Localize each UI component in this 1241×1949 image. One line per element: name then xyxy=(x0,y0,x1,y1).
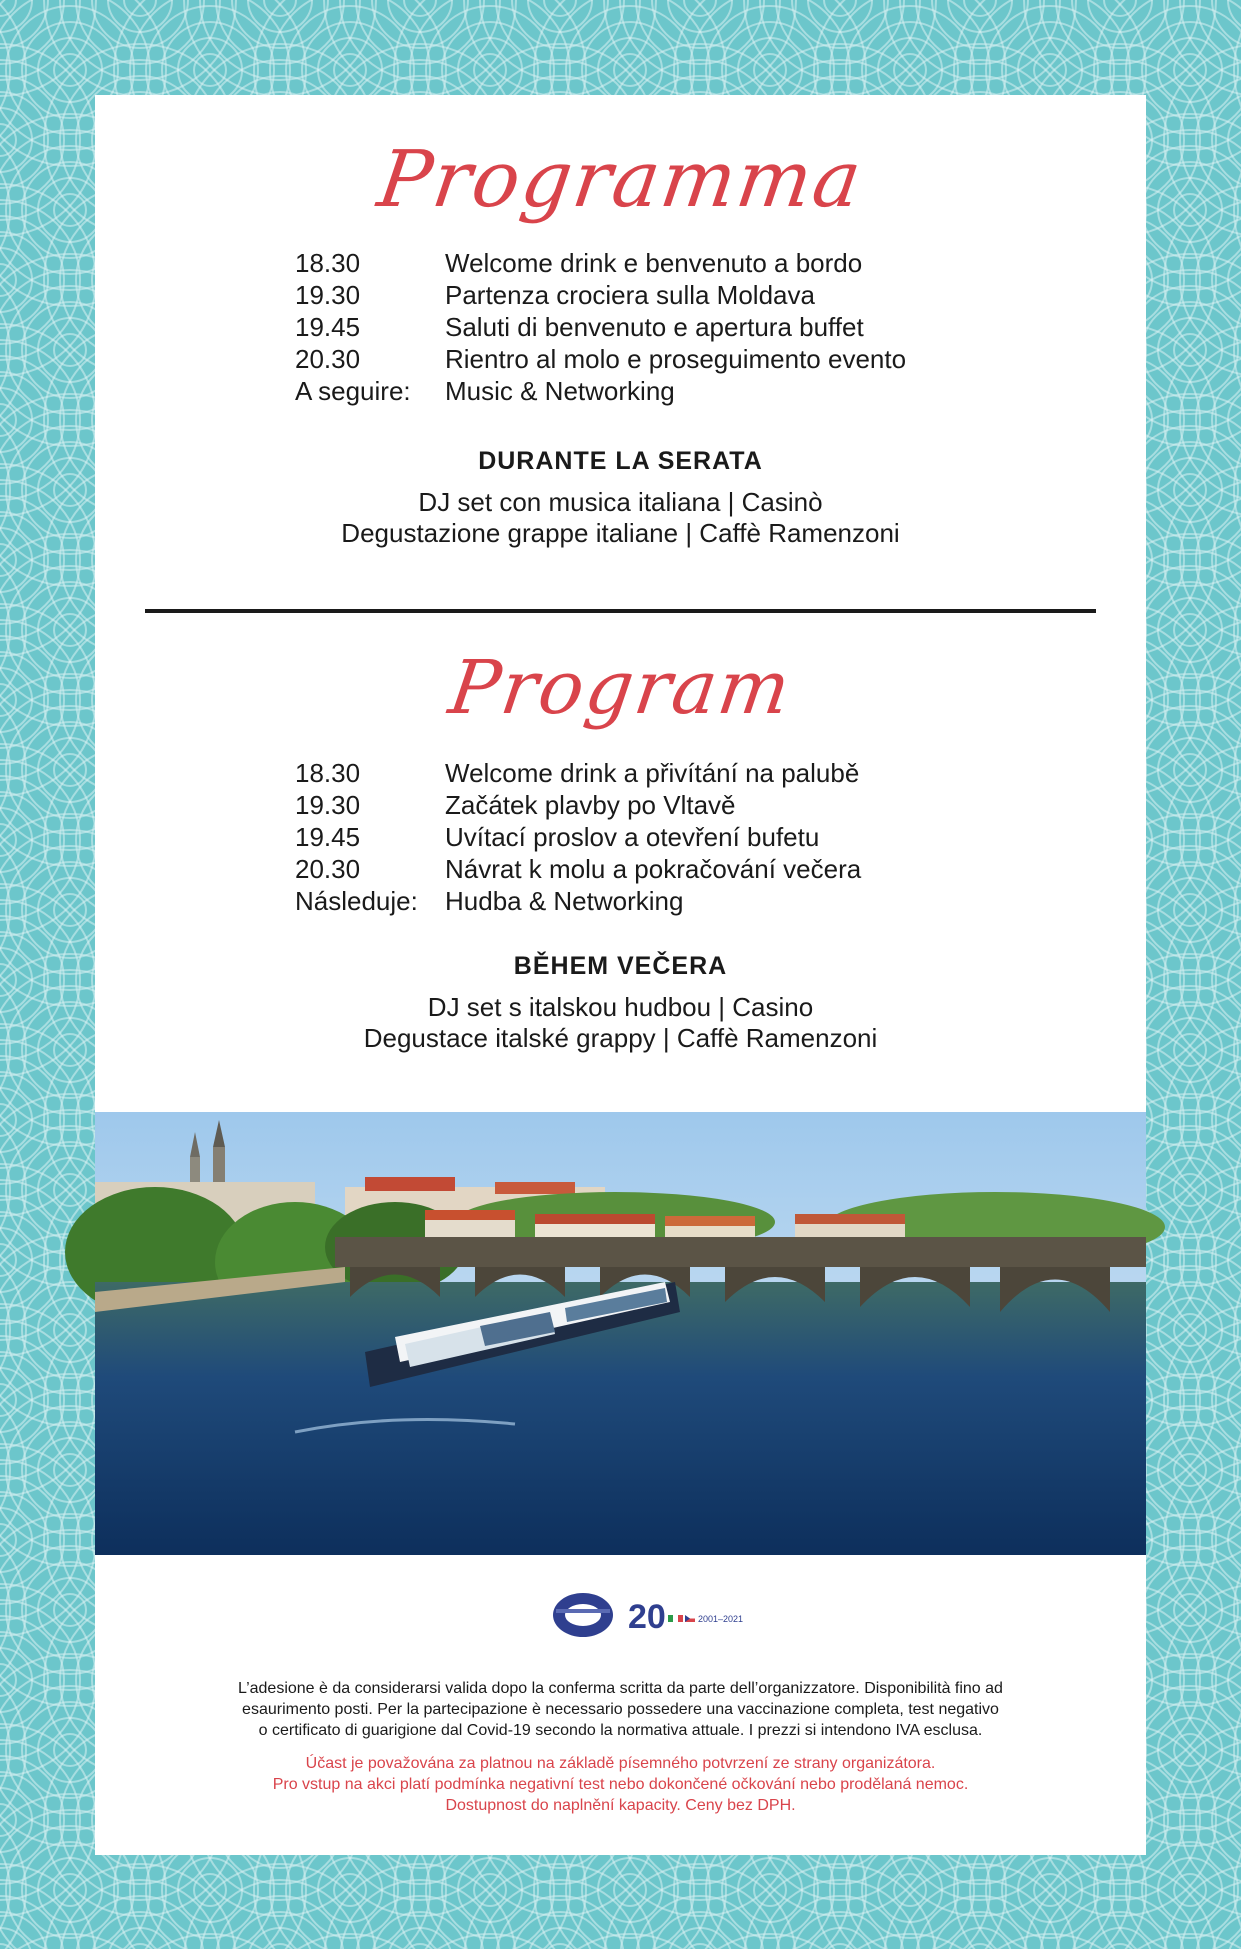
schedule-row xyxy=(295,343,1055,375)
disclaimer-line: o certificato di guarigione dal Covid-19 secondo la normativa attuale. I prezzi si intendono IVA esclusa. xyxy=(258,1722,983,1739)
czech-evening-activities xyxy=(95,992,1146,1054)
czech-disclaimer xyxy=(140,1753,1101,1816)
disclaimer-line: Pro vstup na akci platí podmínka negativní test nebo dokončené očkování nebo prodělaná nemoc. xyxy=(272,1776,969,1793)
schedule-row xyxy=(295,853,1055,885)
activity-line: DJ set con musica italiana | Casinò xyxy=(418,487,823,517)
schedule-row xyxy=(295,885,1055,917)
italian-schedule xyxy=(295,247,1055,407)
schedule-description: Partenza crociera sulla Moldava xyxy=(445,280,815,310)
schedule-time: 18.30 xyxy=(295,758,361,788)
arena-icon xyxy=(553,1593,613,1637)
schedule-row xyxy=(295,311,1055,343)
activity-line: DJ set s italskou hudbou | Casino xyxy=(427,992,814,1022)
schedule-time: A seguire: xyxy=(295,376,411,406)
schedule-time: 19.45 xyxy=(295,822,361,852)
schedule-description: Uvítací proslov a otevření bufetu xyxy=(445,822,820,852)
program-card xyxy=(95,95,1146,1855)
schedule-description: Music & Networking xyxy=(445,376,675,406)
italian-disclaimer xyxy=(140,1678,1101,1741)
schedule-description: Začátek plavby po Vltavě xyxy=(445,790,736,820)
schedule-row xyxy=(295,375,1055,407)
schedule-row xyxy=(295,279,1055,311)
schedule-row xyxy=(295,789,1055,821)
czech-program-title: Program xyxy=(444,645,797,731)
schedule-time: 20.30 xyxy=(295,854,361,884)
schedule-time: 19.30 xyxy=(295,790,361,820)
schedule-description: Návrat k molu a pokračování večera xyxy=(445,854,862,884)
anniversary-years: 2001–2021 xyxy=(698,1614,744,1624)
schedule-time: Následuje: xyxy=(295,886,418,916)
flag-icons xyxy=(668,1615,695,1622)
disclaimer-line: L’adesione è da considerarsi valida dopo la conferma scritta da parte dell’organizzatore. Disponibilità fino ad xyxy=(238,1680,1003,1697)
italian-program-title: Programma xyxy=(372,135,869,225)
schedule-row xyxy=(295,821,1055,853)
activity-line: Degustazione grappe italiane | Caffè Ramenzoni xyxy=(341,518,900,548)
schedule-description: Welcome drink e benvenuto a bordo xyxy=(445,248,863,278)
schedule-description: Hudba & Networking xyxy=(445,886,684,916)
section-divider xyxy=(145,609,1096,613)
prague-river-cruise-photo xyxy=(95,1112,1146,1555)
schedule-time: 19.30 xyxy=(295,280,361,310)
schedule-description: Rientro al molo e proseguimento evento xyxy=(445,344,907,374)
disclaimer-line: esaurimento posti. Per la partecipazione è necessario possedere una vaccinazione completa, test negativo xyxy=(242,1701,999,1718)
schedule-description: Saluti di benvenuto e apertura buffet xyxy=(445,312,864,342)
disclaimer-line: Účast je považována za platnou na základě písemného potvrzení ze strany organizátora. xyxy=(305,1755,936,1772)
photo-illustration xyxy=(95,1112,1146,1555)
schedule-time: 18.30 xyxy=(295,248,361,278)
disclaimer-line: Dostupnost do naplnění kapacity. Ceny bez DPH. xyxy=(445,1797,796,1814)
anniversary-logo xyxy=(550,1583,744,1643)
schedule-time: 19.45 xyxy=(295,312,361,342)
schedule-description: Welcome drink a přivítání na palubě xyxy=(445,758,860,788)
schedule-row xyxy=(295,247,1055,279)
czech-evening-heading: BĚHEM VEČERA xyxy=(513,952,728,980)
schedule-row xyxy=(295,757,1055,789)
anniversary-mark: 20 xyxy=(628,1598,666,1636)
italian-evening-heading: DURANTE LA SERATA xyxy=(478,447,763,475)
schedule-time: 20.30 xyxy=(295,344,361,374)
italian-evening-activities xyxy=(95,487,1146,549)
activity-line: Degustace italské grappy | Caffè Ramenzoni xyxy=(363,1023,878,1053)
czech-schedule xyxy=(295,757,1055,917)
